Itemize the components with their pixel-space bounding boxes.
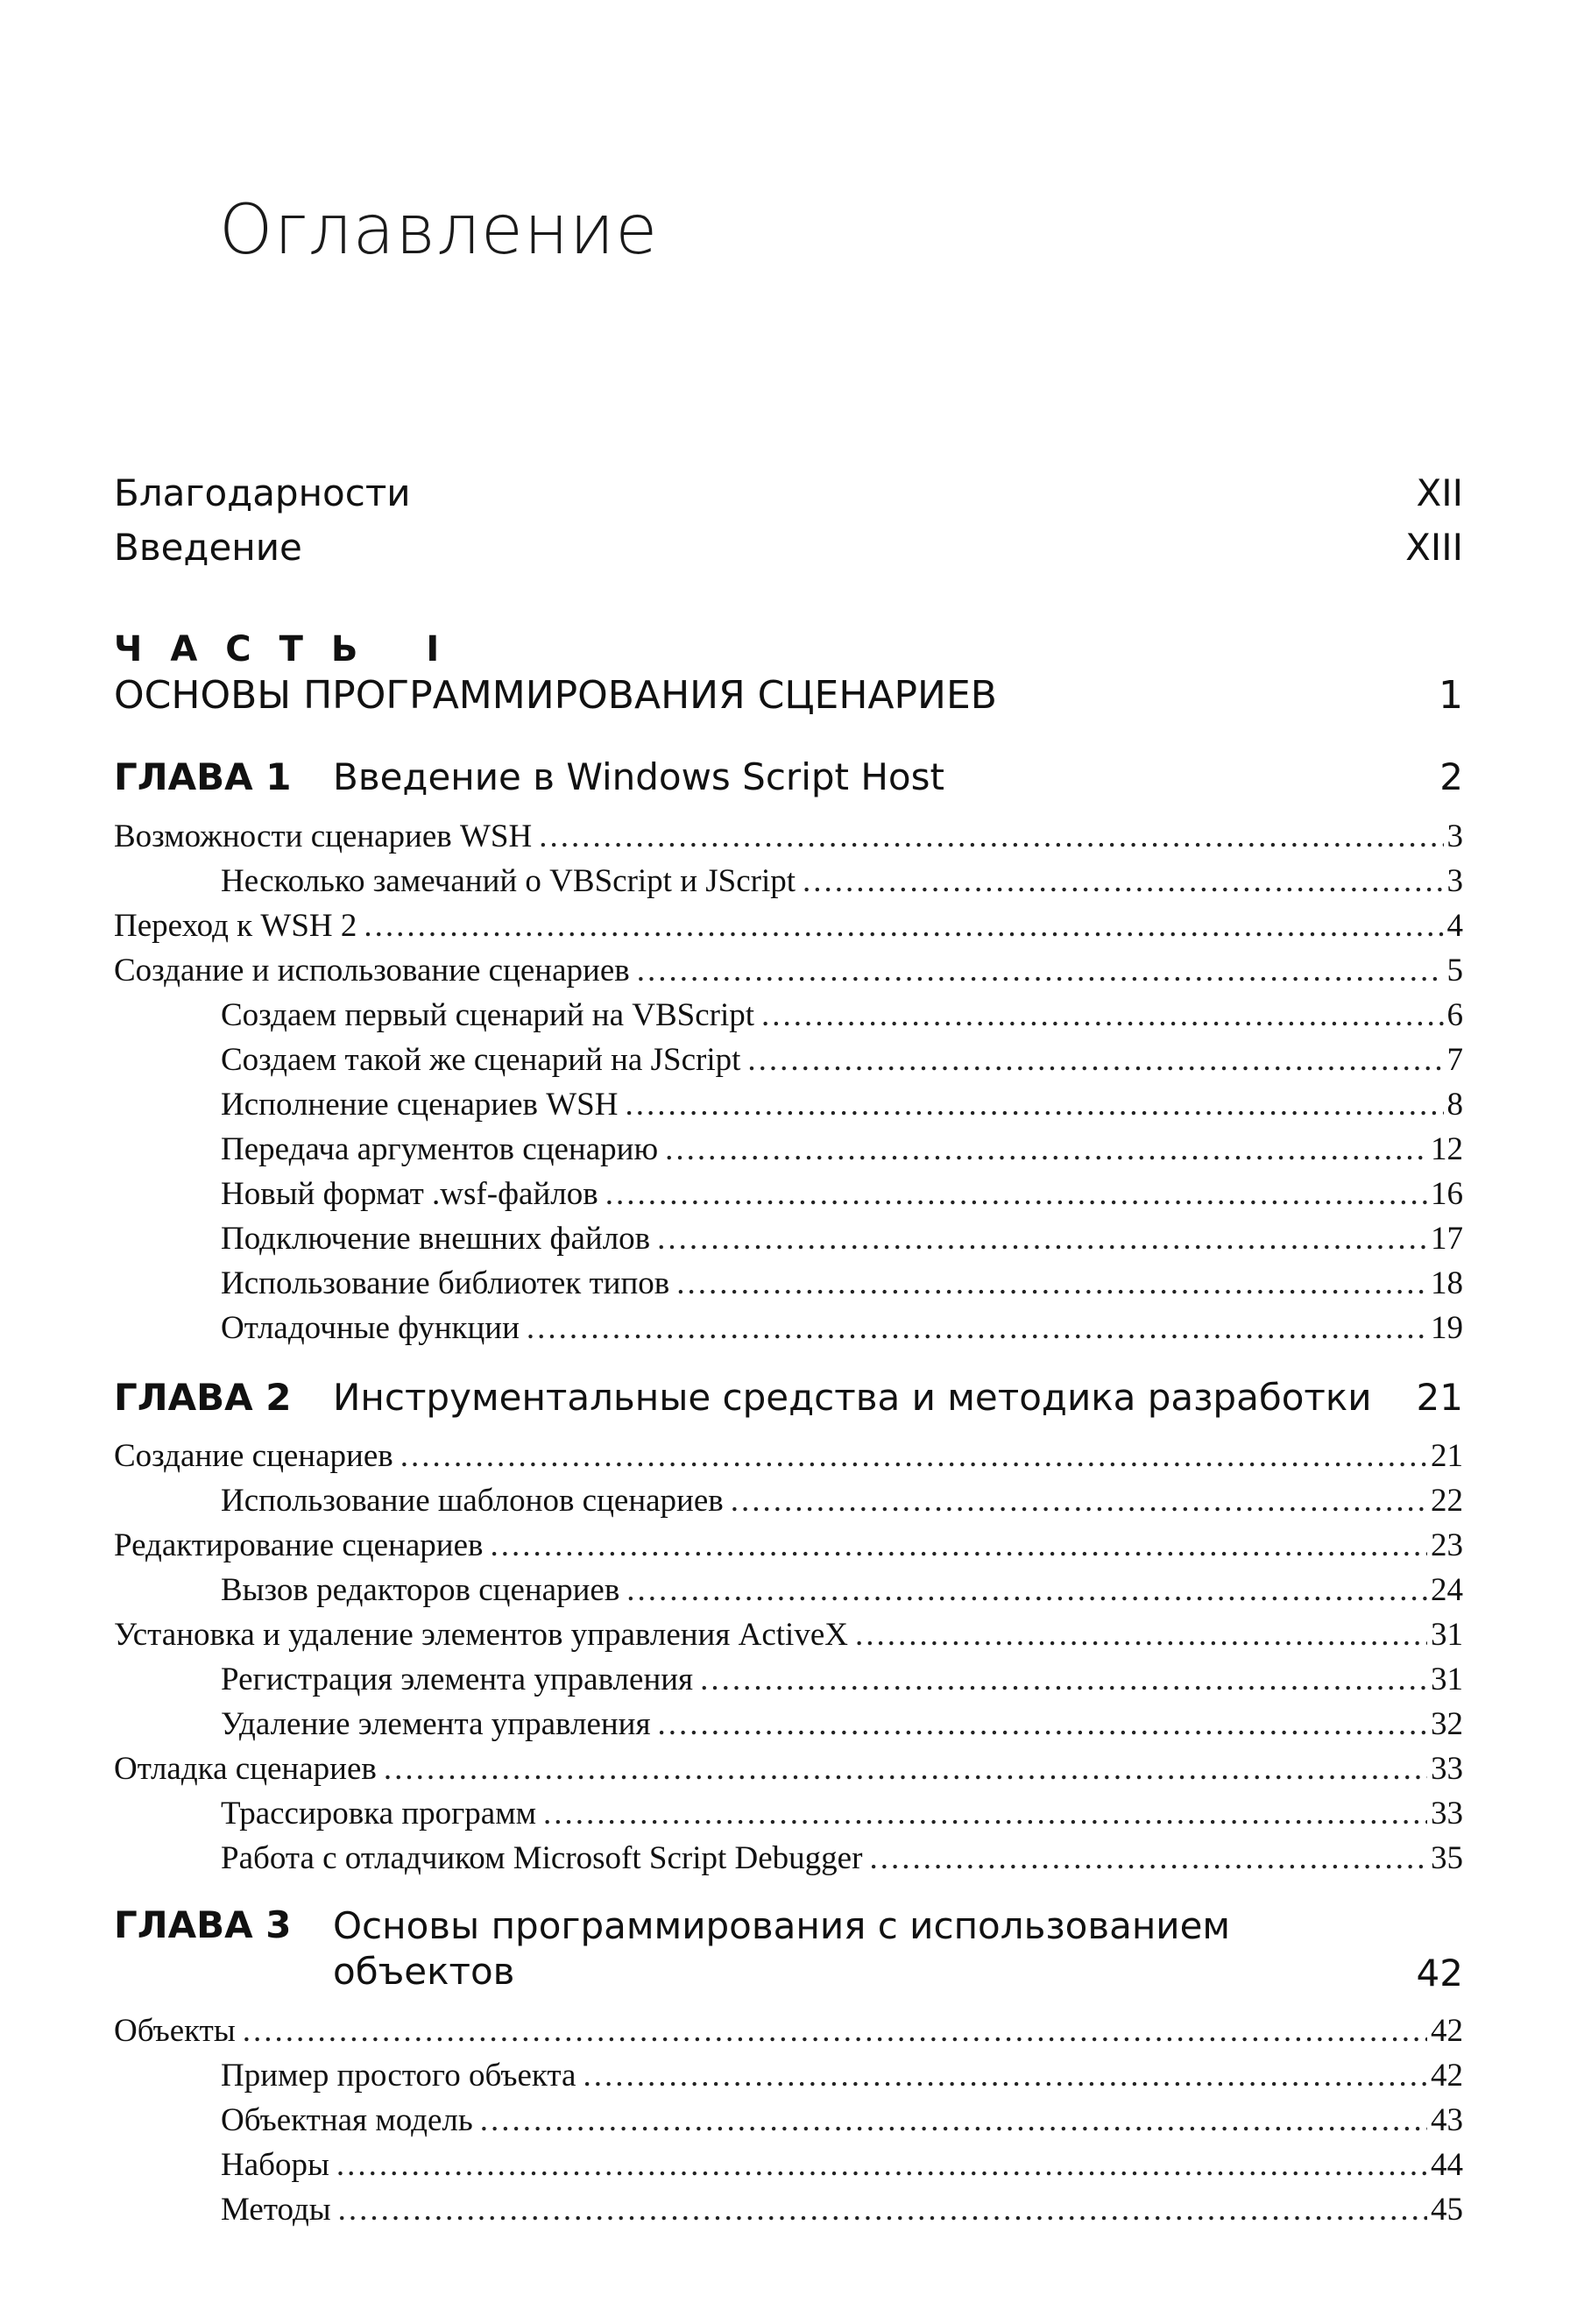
- toc-entry: [114, 906, 1463, 946]
- toc-entry: [221, 1264, 1463, 1304]
- entry-text: Установка и удаление элементов управления ActiveX: [114, 1617, 848, 1653]
- toc-entry: [221, 1481, 1463, 1521]
- chapter-title-line2: объектов: [333, 1950, 515, 1993]
- part-title: ОСНОВЫ ПРОГРАММИРОВАНИЯ СЦЕНАРИЕВ: [114, 673, 997, 718]
- entry-page: 44: [1431, 2147, 1463, 2183]
- entry-text: Вызов редакторов сценариев: [221, 1572, 620, 1608]
- entry-page: 3: [1446, 818, 1463, 854]
- leader-dots: [364, 906, 1443, 946]
- entry-page: 7: [1446, 1042, 1463, 1078]
- toc-entry: [221, 1704, 1463, 1745]
- part-page: 1: [1439, 673, 1463, 718]
- chapter-page: 2: [1439, 755, 1463, 798]
- entry-text: Объектная модель: [221, 2102, 473, 2138]
- toc-entry: [221, 1174, 1463, 1215]
- leader-dots: [583, 2056, 1427, 2096]
- part-label: ЧАСТЬ I: [114, 629, 468, 670]
- toc-entry: [114, 1615, 1463, 1655]
- entry-page: 35: [1431, 1840, 1463, 1876]
- leader-dots: [676, 1264, 1427, 1304]
- leader-dots: [803, 861, 1443, 902]
- toc-entry: [114, 817, 1463, 857]
- entry-text: Редактирование сценариев: [114, 1527, 484, 1563]
- chapter-number: ГЛАВА 3: [114, 1903, 292, 1946]
- entry-page: 6: [1446, 997, 1463, 1033]
- leader-dots: [338, 2190, 1427, 2230]
- entry-text: Создание и использование сценариев: [114, 953, 630, 988]
- entry-text: Передача аргументов сценарию: [221, 1131, 659, 1167]
- front-page: XII: [1416, 471, 1463, 514]
- chapter-heading-2: [114, 1376, 1463, 1419]
- entry-text: Отладочные функции: [221, 1310, 520, 1346]
- front-label: Введение: [114, 526, 302, 569]
- entry-text: Несколько замечаний о VBScript и JScript: [221, 863, 796, 899]
- leader-dots: [747, 1040, 1443, 1081]
- toc-entry: [221, 1570, 1463, 1611]
- entry-text: Использование шаблонов сценариев: [221, 1483, 724, 1519]
- toc-entry: [114, 2011, 1463, 2051]
- entry-page: 12: [1431, 1131, 1463, 1167]
- entry-page: 43: [1431, 2102, 1463, 2138]
- entry-page: 8: [1446, 1087, 1463, 1123]
- toc-entry: [221, 861, 1463, 902]
- toc-entry: [221, 2101, 1463, 2141]
- entry-text: Трассировка программ: [221, 1796, 537, 1832]
- entry-page: 31: [1431, 1617, 1463, 1653]
- entry-text: Создаем такой же сценарий на JScript: [221, 1042, 741, 1078]
- entry-text: Использование библиотек типов: [221, 1265, 670, 1301]
- leader-dots: [480, 2101, 1427, 2141]
- leader-dots: [490, 1526, 1427, 1566]
- entry-page: 16: [1431, 1176, 1463, 1212]
- toc-entry: [114, 951, 1463, 991]
- entry-page: 45: [1431, 2192, 1463, 2228]
- entry-page: 33: [1431, 1751, 1463, 1787]
- chapter-heading-3: [114, 1903, 1463, 1995]
- entry-page: 19: [1431, 1310, 1463, 1346]
- leader-dots: [626, 1570, 1427, 1611]
- leader-dots: [658, 1704, 1428, 1745]
- entry-page: 33: [1431, 1796, 1463, 1832]
- entry-text: Объекты: [114, 2013, 236, 2049]
- toc-entry: [221, 1660, 1463, 1700]
- entry-page: 18: [1431, 1265, 1463, 1301]
- chapter-number: ГЛАВА 2: [114, 1376, 292, 1419]
- entry-text: Подключение внешних файлов: [221, 1221, 651, 1257]
- entry-text: Наборы: [221, 2147, 329, 2183]
- entry-page: 42: [1431, 2058, 1463, 2094]
- toc-entry: [221, 1839, 1463, 1879]
- chapter-page: 21: [1416, 1376, 1463, 1419]
- chapter-heading-1: [114, 755, 1463, 798]
- entry-text: Работа с отладчиком Microsoft Script Debugger: [221, 1840, 863, 1876]
- entry-text: Создание сценариев: [114, 1438, 393, 1474]
- toc-entry: [221, 1219, 1463, 1259]
- leader-dots: [539, 817, 1443, 857]
- entry-page: 31: [1431, 1662, 1463, 1697]
- toc-entry: [221, 1794, 1463, 1834]
- leader-dots: [855, 1615, 1427, 1655]
- toc-entry: [221, 1040, 1463, 1081]
- entry-page: 22: [1431, 1483, 1463, 1519]
- chapter-page: 42: [1416, 1952, 1463, 1995]
- toc-entry: [221, 1308, 1463, 1349]
- toc-entry: [114, 1749, 1463, 1789]
- part-title-row: [114, 673, 1463, 718]
- chapter-title: Введение в Windows Script Host: [333, 755, 944, 798]
- leader-dots: [527, 1308, 1427, 1349]
- leader-dots: [605, 1174, 1427, 1215]
- leader-dots: [400, 1436, 1427, 1477]
- leader-dots: [543, 1794, 1427, 1834]
- entry-page: 21: [1431, 1438, 1463, 1474]
- toc-entry: [221, 2056, 1463, 2096]
- chapter-title: Инструментальные средства и методика разработки: [333, 1376, 1372, 1419]
- entry-page: 5: [1446, 953, 1463, 988]
- front-page: XIII: [1405, 526, 1463, 569]
- chapter-title-line1: Основы программирования с использованием: [333, 1904, 1231, 1947]
- entry-text: Пример простого объекта: [221, 2058, 576, 2094]
- entry-page: 42: [1431, 2013, 1463, 2049]
- leader-dots: [731, 1481, 1427, 1521]
- entry-text: Исполнение сценариев WSH: [221, 1087, 619, 1123]
- entry-text: Удаление элемента управления: [221, 1706, 651, 1742]
- leader-dots: [665, 1130, 1427, 1170]
- entry-page: 17: [1431, 1221, 1463, 1257]
- leader-dots: [625, 1085, 1443, 1125]
- entry-text: Переход к WSH 2: [114, 908, 357, 944]
- entry-page: 24: [1431, 1572, 1463, 1608]
- entry-page: 3: [1446, 863, 1463, 899]
- leader-dots: [384, 1749, 1427, 1789]
- entry-text: Регистрация элемента управления: [221, 1662, 694, 1697]
- entry-text: Создаем первый сценарий на VBScript: [221, 997, 755, 1033]
- chapter-title: [333, 1903, 1417, 1995]
- toc-entry: [221, 1085, 1463, 1125]
- leader-dots: [761, 995, 1443, 1036]
- toc-entry: [114, 1526, 1463, 1566]
- toc-front-introduction: [114, 526, 1463, 569]
- leader-dots: [657, 1219, 1427, 1259]
- chapter-number: ГЛАВА 1: [114, 755, 292, 798]
- leader-dots: [869, 1839, 1427, 1879]
- entry-page: 23: [1431, 1527, 1463, 1563]
- entry-text: Методы: [221, 2192, 331, 2228]
- toc-entry: [221, 995, 1463, 1036]
- toc-entry: [221, 2190, 1463, 2230]
- front-label: Благодарности: [114, 471, 411, 514]
- entry-text: Отладка сценариев: [114, 1751, 377, 1787]
- leader-dots: [243, 2011, 1427, 2051]
- toc-entry: [114, 1436, 1463, 1477]
- toc-entry: [221, 2145, 1463, 2186]
- entry-text: Новый формат .wsf-файлов: [221, 1176, 598, 1212]
- entry-page: 32: [1431, 1706, 1463, 1742]
- leader-dots: [336, 2145, 1427, 2186]
- leader-dots: [637, 951, 1444, 991]
- toc-front-acknowledgements: [114, 471, 1463, 514]
- page-title: Оглавление: [219, 191, 659, 270]
- entry-page: 4: [1446, 908, 1463, 944]
- toc-entry: [221, 1130, 1463, 1170]
- leader-dots: [700, 1660, 1427, 1700]
- entry-text: Возможности сценариев WSH: [114, 818, 533, 854]
